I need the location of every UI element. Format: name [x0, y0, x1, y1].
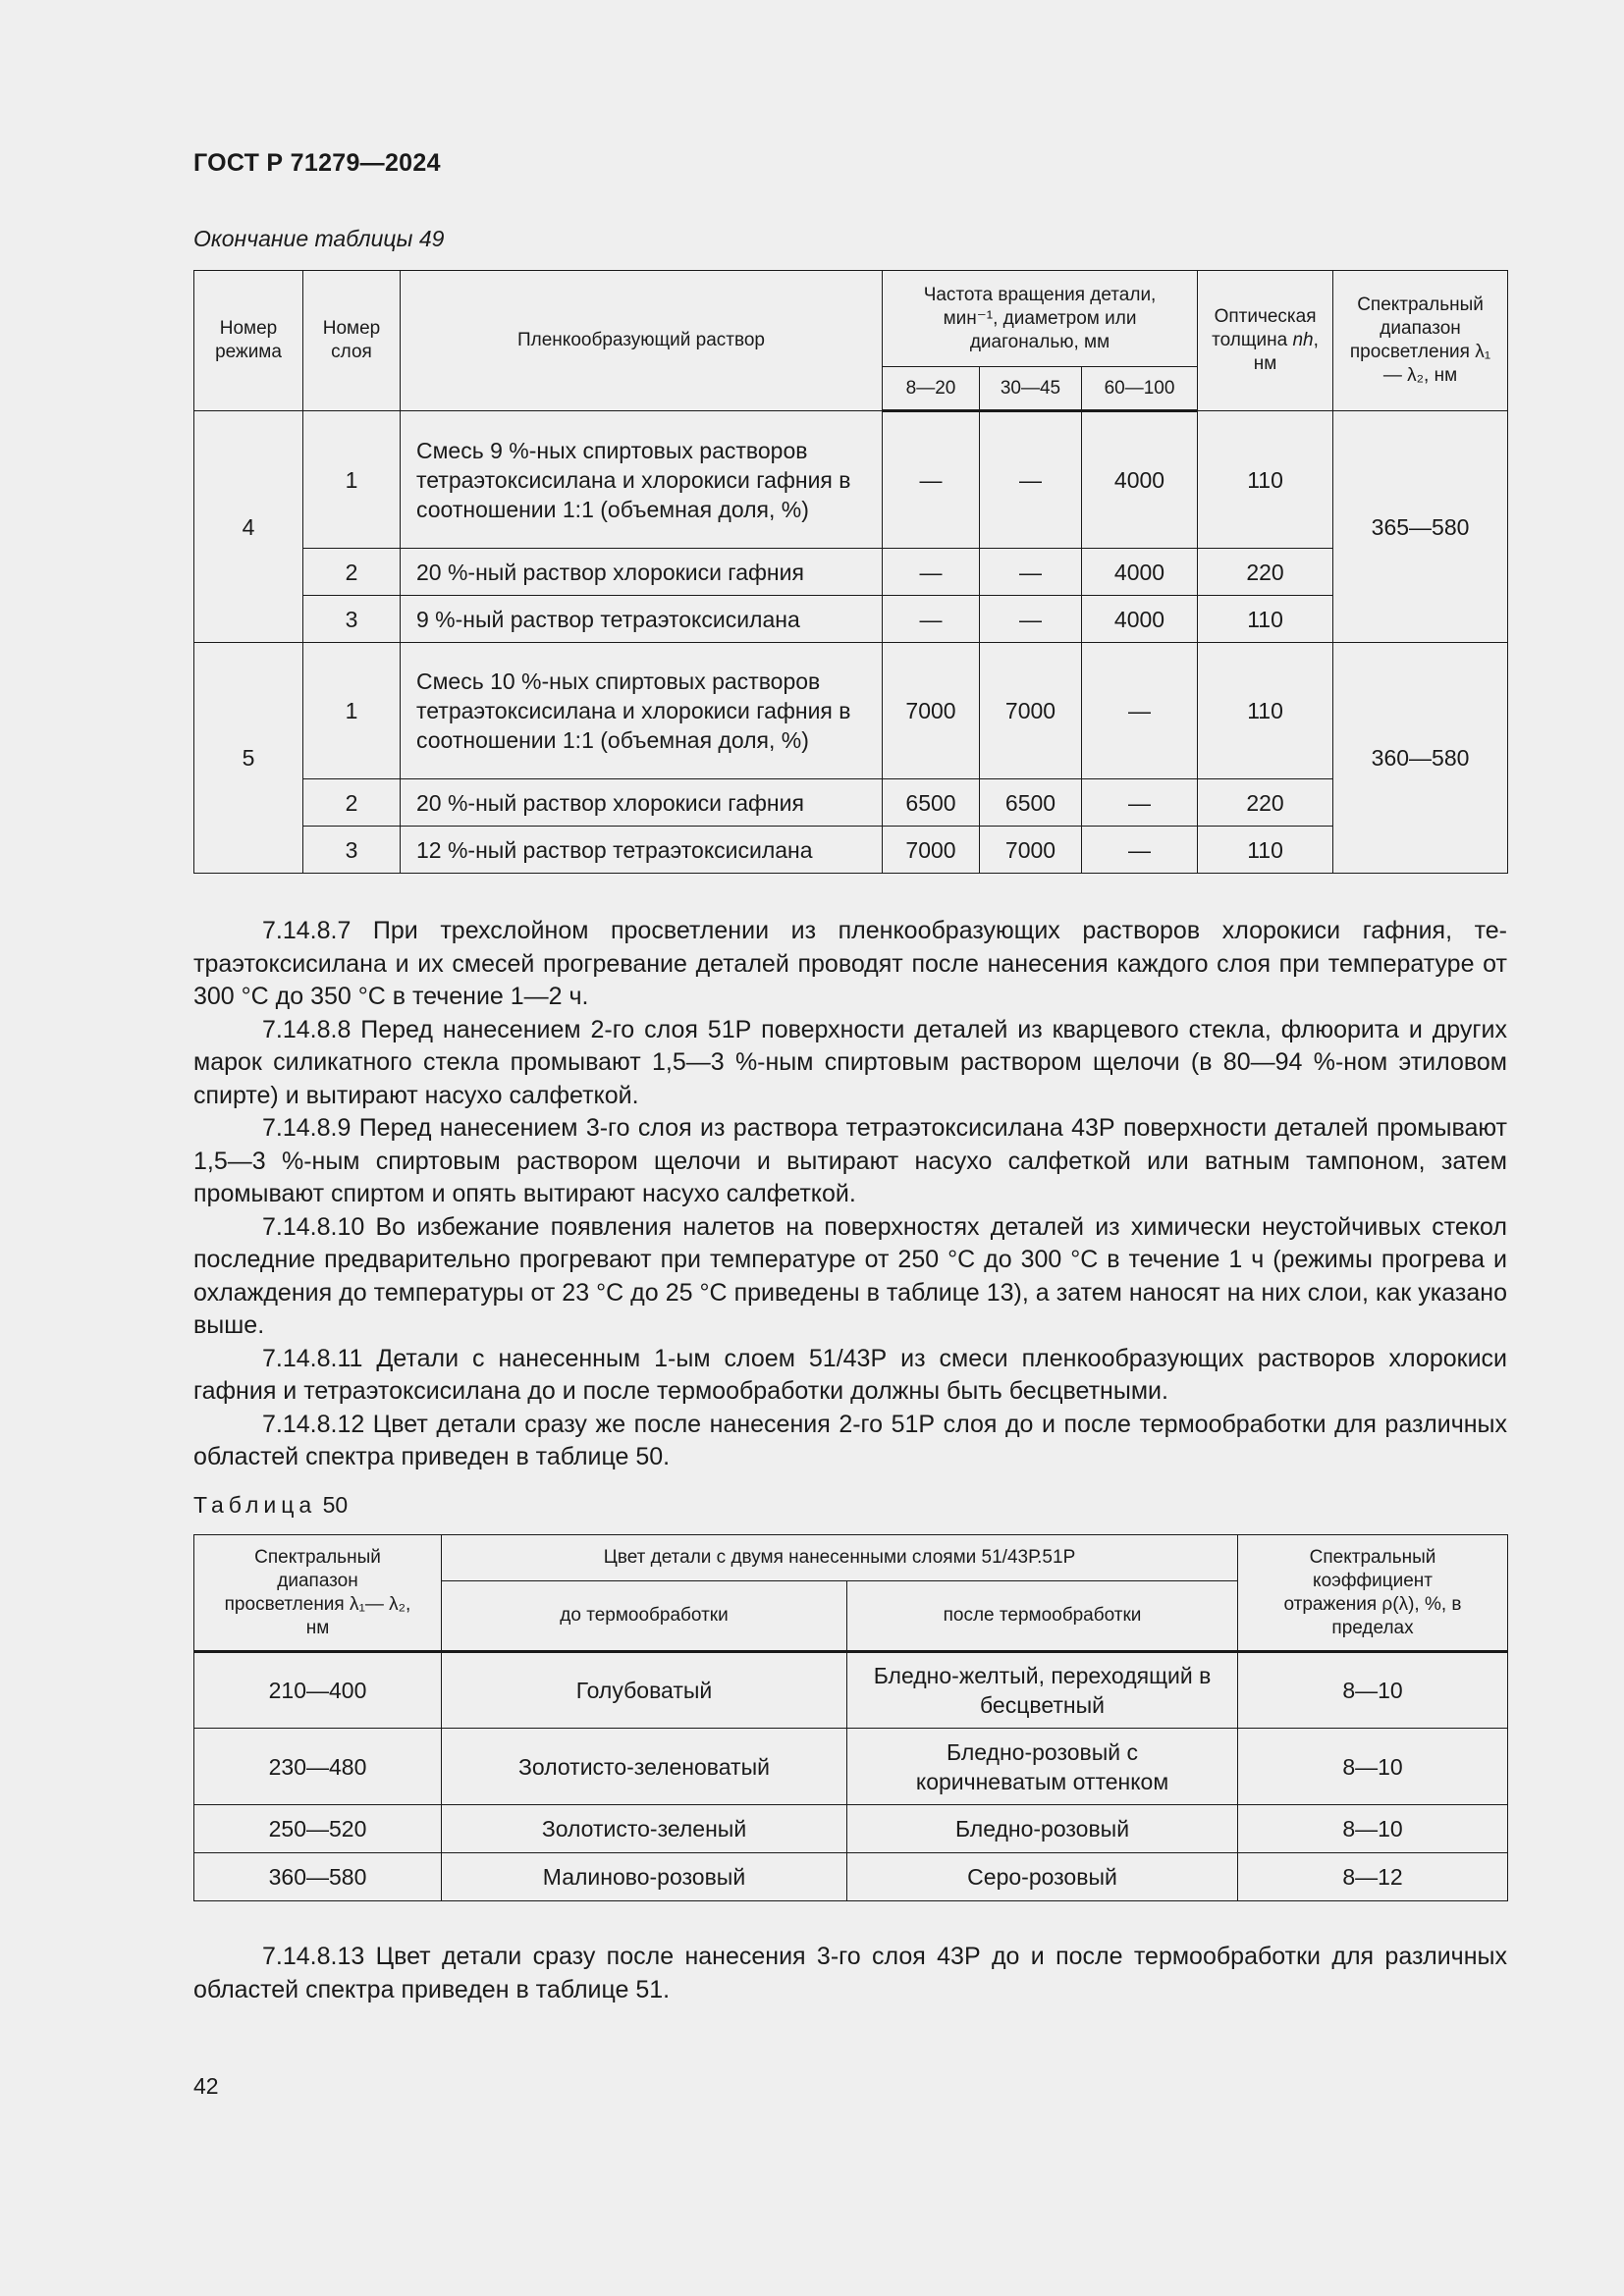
col-header-freq-8-20: 8—20 [883, 367, 980, 411]
cell-layer: 1 [303, 643, 401, 779]
cell-before: Золотисто-зеленый [442, 1805, 847, 1853]
col-header-solution: Пленкообразующий раствор [401, 271, 883, 411]
cell-range: 210—400 [194, 1652, 442, 1729]
cell-mode: 4 [194, 411, 303, 643]
cell-freq: 4000 [1082, 549, 1198, 596]
cell-before: Золотисто-зеленоватый [442, 1729, 847, 1805]
cell-after: Серо-розовый [847, 1853, 1238, 1901]
col-header-thickness [1198, 271, 1333, 411]
cell-solution: 12 %-ный раствор тетраэтоксисилана [401, 827, 883, 874]
table-row [194, 779, 1508, 827]
table-50 [193, 1534, 1508, 1901]
table-50-caption [193, 1492, 348, 1519]
body-text-final [193, 1941, 1507, 2006]
table-49 [193, 270, 1508, 874]
cell-freq: — [1082, 827, 1198, 874]
col-header-before: до термообработки [442, 1581, 847, 1652]
cell-freq: — [883, 549, 980, 596]
table-row [194, 1729, 1508, 1805]
cell-freq: — [1082, 779, 1198, 827]
cell-freq: 4000 [1082, 596, 1198, 643]
page-number: 42 [193, 2073, 219, 2099]
cell-layer: 2 [303, 549, 401, 596]
col-header-coefficient: Спектральный коэффициент отражения ρ(λ), %, в пределах [1238, 1535, 1508, 1652]
paragraph-7-14-8-8: 7.14.8.8 Перед нанесением 2-го слоя 51Р поверхности деталей из кварцевого стекла, флюорита и других марок силикатного стекла промывают 1,5—3 %-ным спиртовым раствором щелочи (в 80—94 %-ном этиловом спирте) и вытирают насухо салфеткой. [193, 1015, 1507, 1109]
cell-thickness: 220 [1198, 779, 1333, 827]
paragraph-7-14-8-10: 7.14.8.10 Во избежание появления налетов на поверхностях деталей из химически неустойчивых стекол последние предварительно прогревают при температуре от 250 °С до 300 °С в течение 1 ч (режимы прогрева и охлаждения до температуры от 23 °С до 25 °С приведены в таблице 13), а затем наносят на них слои, как указано выше. [193, 1212, 1507, 1339]
table-50-caption-number: 50 [322, 1492, 349, 1518]
cell-freq: — [980, 411, 1082, 549]
table-50-caption-word: Таблица [193, 1492, 317, 1518]
cell-layer: 3 [303, 596, 401, 643]
table-row [194, 1652, 1508, 1729]
thickness-symbol: nh [1292, 330, 1314, 350]
col-header-color: Цвет детали с двумя нанесенными слоями 51/43Р.51Р [442, 1535, 1238, 1581]
table-row [194, 1805, 1508, 1853]
col-header-frequency: Частота вращения детали, мин⁻¹, диаметром или диагональю, мм [883, 271, 1198, 367]
cell-thickness: 220 [1198, 549, 1333, 596]
paragraph-7-14-8-11: 7.14.8.11 Детали с нанесенным 1-ым слоем 51/43Р из смеси пленкообразующих растворов хлорокиси гафния и тетраэтоксисилана до и после термообработки должны быть бесцветными. [193, 1344, 1507, 1405]
table-row [194, 1853, 1508, 1901]
paragraph-7-14-8-13: 7.14.8.13 Цвет детали сразу после нанесения 3-го слоя 43Р до и после термообработки для различных областей спектра приведен в таблице 51. [193, 1943, 1507, 2003]
table-row [194, 643, 1508, 779]
cell-freq: 7000 [980, 827, 1082, 874]
col-header-range: Спектральный диапазон просветления λ₁— λ₂, нм [1333, 271, 1508, 411]
cell-freq: 6500 [883, 779, 980, 827]
col-header-layer: Номер слоя [303, 271, 401, 411]
cell-layer: 2 [303, 779, 401, 827]
cell-solution: 20 %-ный раствор хлорокиси гафния [401, 549, 883, 596]
cell-before: Голубоватый [442, 1652, 847, 1729]
cell-freq: — [883, 596, 980, 643]
cell-thickness: 110 [1198, 411, 1333, 549]
cell-freq: 7000 [883, 643, 980, 779]
col-header-after: после термообработки [847, 1581, 1238, 1652]
cell-freq: 7000 [980, 643, 1082, 779]
cell-freq: — [980, 596, 1082, 643]
col-header-freq-30-45: 30—45 [980, 367, 1082, 411]
cell-freq: 6500 [980, 779, 1082, 827]
table-49-caption: Окончание таблицы 49 [193, 226, 445, 251]
cell-solution: 9 %-ный раствор тетраэтоксисилана [401, 596, 883, 643]
document-header: ГОСТ Р 71279—2024 [193, 149, 441, 177]
cell-freq: 4000 [1082, 411, 1198, 549]
table-row [194, 596, 1508, 643]
cell-solution: Смесь 10 %-ных спиртовых растворов тетраэтоксисилана и хлорокиси гафния в соотношении 1:1 (объемная доля, %) [401, 643, 883, 779]
cell-after: Бледно-розовый с коричневатым оттенком [847, 1729, 1238, 1805]
paragraph-7-14-8-7: 7.14.8.7 При трехслойном просветлении из пленкообразующих растворов хлорокиси гафния, тетраэтоксисилана и их смесей прогревание деталей проводят после нанесения каждого слоя при температуре от 300 °С до 350 °С в течение 1—2 ч. [193, 917, 1507, 1010]
cell-before: Малиново-розовый [442, 1853, 847, 1901]
cell-thickness: 110 [1198, 827, 1333, 874]
cell-layer: 1 [303, 411, 401, 549]
cell-solution: 20 %-ный раствор хлорокиси гафния [401, 779, 883, 827]
cell-after: Бледно-желтый, переходящий в бесцветный [847, 1652, 1238, 1729]
cell-freq: — [980, 549, 1082, 596]
table-row [194, 827, 1508, 874]
table-row [194, 411, 1508, 549]
paragraph-7-14-8-9: 7.14.8.9 Перед нанесением 3-го слоя из раствора тетраэтоксисилана 43Р поверхности деталей промывают 1,5—3 %-ным спиртовым раствором щелочи и вытирают насухо салфеткой или ватным тампоном, затем промывают спиртом и опять вытирают насухо салфеткой. [193, 1114, 1507, 1207]
cell-solution: Смесь 9 %-ных спиртовых растворов тетраэтоксисилана и хлорокиси гафния в соотношении 1:1 (объемная доля, %) [401, 411, 883, 549]
cell-range: 250—520 [194, 1805, 442, 1853]
thickness-label: Оптическая толщина [1212, 306, 1317, 350]
cell-freq: — [1082, 643, 1198, 779]
table-row [194, 549, 1508, 596]
cell-layer: 3 [303, 827, 401, 874]
col-header-range: Спектральный диапазон просветления λ₁— λ₂, нм [194, 1535, 442, 1652]
cell-range: 365—580 [1333, 411, 1508, 643]
cell-freq: 7000 [883, 827, 980, 874]
cell-coefficient: 8—10 [1238, 1805, 1508, 1853]
cell-coefficient: 8—10 [1238, 1729, 1508, 1805]
cell-thickness: 110 [1198, 643, 1333, 779]
cell-after: Бледно-розовый [847, 1805, 1238, 1853]
cell-mode: 5 [194, 643, 303, 874]
cell-coefficient: 8—10 [1238, 1652, 1508, 1729]
cell-coefficient: 8—12 [1238, 1853, 1508, 1901]
cell-range: 360—580 [194, 1853, 442, 1901]
col-header-mode: Номер режима [194, 271, 303, 411]
cell-thickness: 110 [1198, 596, 1333, 643]
cell-freq: — [883, 411, 980, 549]
cell-range: 360—580 [1333, 643, 1508, 874]
paragraph-7-14-8-12: 7.14.8.12 Цвет детали сразу же после нанесения 2-го 51Р слоя до и после термообработки для различных областей спектра приведен в таблице 50. [193, 1410, 1507, 1470]
thickness-unit: , нм [1253, 330, 1319, 374]
cell-range: 230—480 [194, 1729, 442, 1805]
body-text [193, 915, 1507, 1474]
col-header-freq-60-100: 60—100 [1082, 367, 1198, 411]
